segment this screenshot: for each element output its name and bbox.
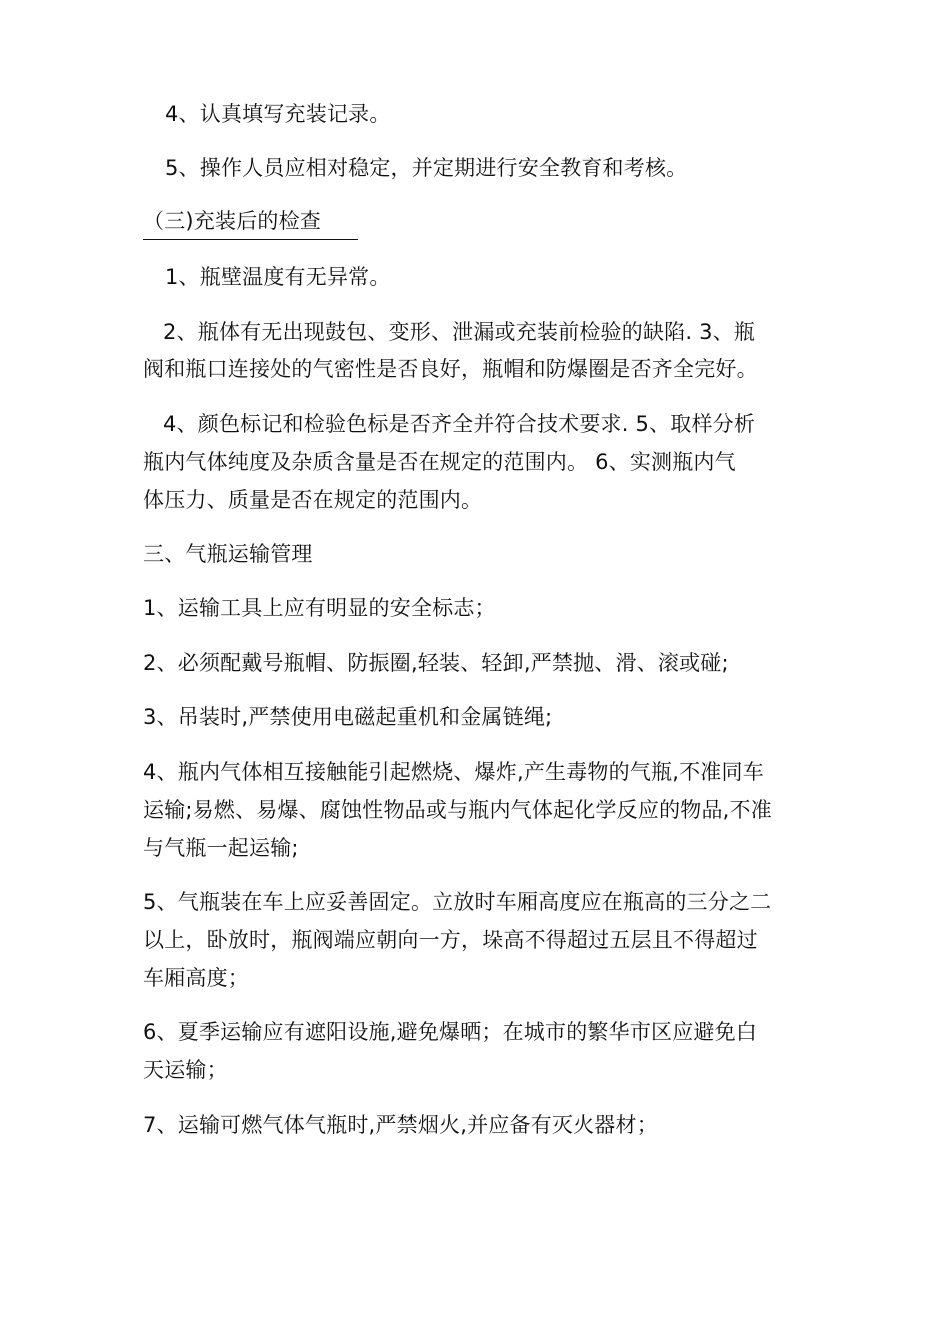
section-heading-transport: 三、气瓶运输管理 (143, 542, 313, 566)
transport-item-1: 1、运输工具上应有明显的安全标志； (143, 596, 496, 620)
fill-item-5: 5、操作人员应相对稳定，并定期进行安全教育和考核。 (165, 156, 688, 180)
check-item-4-line-1: 4、颜色标记和检验色标是否齐全并符合技术要求. 5、取样分析 (163, 412, 756, 436)
check-item-1: 1、瓶壁温度有无异常。 (165, 265, 391, 289)
transport-item-7: 7、运输可燃气体气瓶时,严禁烟火,并应备有灭火器材； (143, 1113, 658, 1137)
section-heading-post-fill-check: （三)充装后的检查 (143, 209, 321, 233)
fill-item-4: 4、认真填写充装记录。 (165, 102, 391, 126)
transport-item-2: 2、必须配戴号瓶帽、防振圈,轻装、轻卸,严禁抛、滑、滚或碰; (143, 651, 729, 675)
transport-item-5-line-2: 以上，卧放时，瓶阀端应朝向一方，垛高不得超过五层且不得超过 (143, 928, 758, 952)
transport-item-4-line-2: 运输;易燃、易爆、腐蚀性物品或与瓶内气体起化学反应的物品,不准 (143, 798, 772, 822)
check-item-4-line-3: 体压力、质量是否在规定的范围内。 (143, 488, 483, 512)
transport-item-4-line-1: 4、瓶内气体相互接触能引起燃烧、爆炸,产生毒物的气瓶,不准同车 (143, 760, 764, 784)
heading-underline (143, 239, 358, 240)
check-item-2-line-2: 阀和瓶口连接处的气密性是否良好，瓶帽和防爆圈是否齐全完好。 (143, 357, 758, 381)
check-item-4-line-2: 瓶内气体纯度及杂质含量是否在规定的范围内。 6、实测瓶内气 (143, 450, 736, 474)
check-item-2-line-1: 2、瓶体有无出现鼓包、变形、泄漏或充装前检验的缺陷. 3、瓶 (163, 320, 756, 344)
transport-item-5-line-1: 5、气瓶装在车上应妥善固定。立放时车厢高度应在瓶高的三分之二 (143, 890, 772, 914)
transport-item-3: 3、吊装时,严禁使用电磁起重机和金属链绳; (143, 705, 553, 729)
transport-item-5-line-3: 车厢高度； (143, 966, 249, 990)
transport-item-6-line-1: 6、夏季运输应有遮阳设施,避免爆晒；在城市的繁华市区应避免白 (143, 1020, 758, 1044)
transport-item-6-line-2: 天运输； (143, 1058, 228, 1082)
transport-item-4-line-3: 与气瓶一起运输; (143, 836, 299, 860)
